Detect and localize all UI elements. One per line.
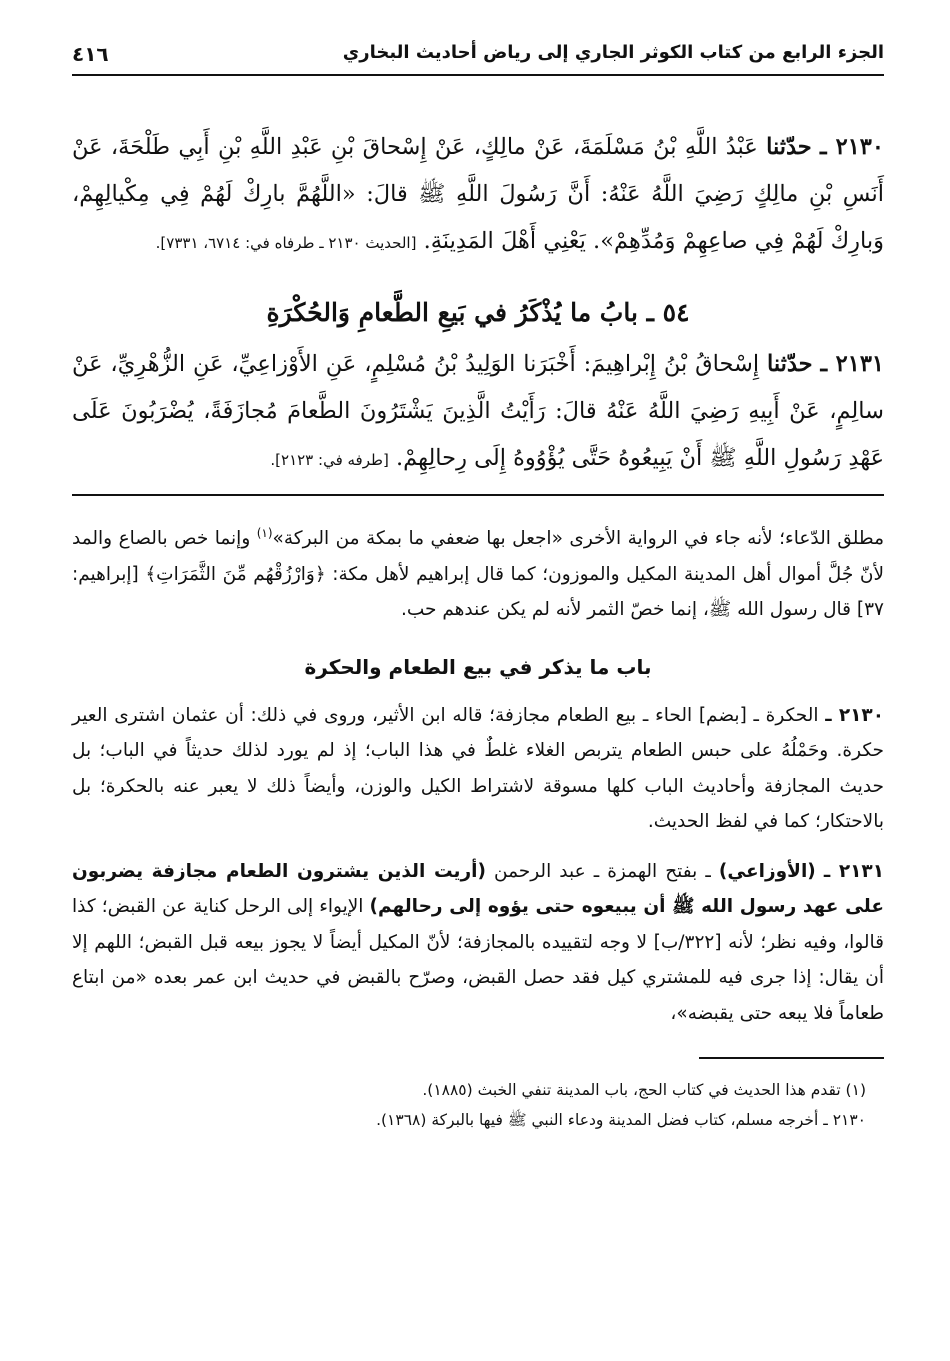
commentary-2131 — [72, 854, 884, 1032]
commentary-heading: باب ما يذكر في بيع الطعام والحكرة — [304, 654, 652, 679]
commentary-quoted-hadith: (أريت الذين يشترون الطعام مجازفة يضربون على عهد رسول الله ﷺ أن يبيعوه حتى يؤوه إلى رحالهم) — [72, 860, 884, 918]
hadith-number: ٢١٣١ ـ — [820, 351, 884, 377]
hadith-text: إِسْحاقُ بْنُ إِبْراهِيمَ: أَخْبَرَنا الوَلِيدُ بْنُ مُسْلِمٍ، عَنِ الأَوْزاعِيِّ، عَنِ الزُّهْرِيِّ، عَنْ سالِمٍ، عَنْ أَبِيهِ رَضِيَ اللَّهُ عَنْهُ قالَ: رَأَيْتُ الَّذِينَ يَشْتَرُونَ الطَّعامَ مُجازَفَةً، يُضْرَبُونَ عَلَى عَهْدِ رَسُولِ اللَّهِ ﷺ أَنْ يَبِيعُوهُ حَتَّى يُؤْوُوهُ إِلَى رِحالِهِمْ. — [72, 351, 884, 471]
footnote-2130: ٢١٣٠ ـ أخرجه مسلم، كتاب فضل المدينة ودعاء النبي ﷺ فيها بالبركة (١٣٦٨). — [376, 1111, 866, 1130]
commentary-text-cont: الإيواء إلى الرحل كناية عن القبض؛ كذا قالوا، وفيه نظر؛ لأنه [٣٢٢/ب] لا وجه لتقييده بالمجازفة؛ لأنّ المكيل أيضاً لا يجوز بيعه قبل القبض؛ اللهم إلا أن يقال: إذا جرى فيه للمشتري كيل فقد حصل القبض، وصرّح بالقبض في حديث ابن عمر بعده «من ابتاع طعاماً فلا يبعه حتى يقبضه»، — [72, 896, 884, 1024]
commentary-intro-text-cont: وإنما خص بالصاع والمد لأنّ جُلَّ أموال أهل المدينة المكيل والموزون؛ كما قال إبراهيم لأهل مكة: ﴿وَارْزُقْهُم مِّنَ الثَّمَرَاتِ﴾ [إبراهيم: ٣٧] قال رسول الله ﷺ، إنما خصّ الثمر لأنه لم يكن عندهم حب. — [72, 528, 884, 621]
hadith-number: ٢١٣٠ ـ — [820, 134, 884, 160]
hadith-lead: حدّثنا — [766, 134, 812, 160]
commentary-number: ٢١٣٠ ـ — [825, 704, 884, 726]
page-number: ٤١٦ — [72, 42, 109, 66]
hadith-2130 — [72, 124, 884, 267]
commentary-2130 — [72, 698, 884, 840]
chapter-title: ٥٤ ـ بابُ ما يُذْكَرُ في بَيعِ الطَّعامِ وَالحُكْرَةِ — [266, 298, 690, 327]
commentary-text: الحكرة ـ [بضم] الحاء ـ بيع الطعام مجازفة؛ قاله ابن الأثير، وروى في ذلك: أن عثمان اشترى العير حكرة. وحَمْلُهُ على حبس الطعام يتربص الغلاء غلطٌ في هذا الباب؛ إذ لم يورد لذلك حديثاً في الباب؛ بل حديث المجازفة وأحاديث الباب كلها مسوقة لاشتراط الكيل والوزن، وأيضاً ذلك لا يعبر عنه بالحكرة؛ بل بالاحتكار؛ كما في لفظ الحديث. — [72, 704, 884, 833]
text-commentary-divider — [72, 494, 884, 496]
commentary-intro — [72, 516, 884, 628]
hadith-cross-reference: [الحديث ٢١٣٠ ـ طرفاه في: ٦٧١٤، ٧٣٣١]. — [155, 234, 417, 252]
running-header-title: الجزء الرابع من كتاب الكوثر الجاري إلى رياض أحاديث البخاري — [342, 42, 884, 63]
footnote-1: (١) تقدم هذا الحديث في كتاب الحج، باب المدينة تنفي الخبث (١٨٨٥). — [422, 1081, 866, 1100]
hadith-2131 — [72, 341, 884, 484]
running-header — [72, 40, 884, 76]
hadith-cross-reference: [طرفه في: ٢١٢٣]. — [270, 451, 389, 469]
commentary-number: ٢١٣١ ـ — [823, 860, 884, 882]
hadith-lead: حدّثنا — [766, 351, 813, 377]
commentary-narrator: (الأوزاعي) — [718, 860, 816, 882]
commentary-text: ـ بفتح الهمزة ـ عبد الرحمن — [485, 860, 719, 882]
footnote-rule — [699, 1057, 884, 1059]
commentary-intro-text: مطلق الدّعاء؛ لأنه جاء في الرواية الأخرى «اجعل بها ضعفي ما بمكة من البركة» — [272, 528, 884, 550]
footnote-marker: (١) — [256, 526, 273, 540]
hadith-text: عَبْدُ اللَّهِ بْنُ مَسْلَمَةَ، عَنْ مالِكٍ، عَنْ إِسْحاقَ بْنِ عَبْدِ اللَّهِ بْنِ أَبِي طَلْحَةَ، عَنْ أَنَسِ بْنِ مالِكٍ رَضِيَ اللَّهُ عَنْهُ: أَنَّ رَسُولَ اللَّهِ ﷺ قالَ: «اللَّهُمَّ بارِكْ لَهُمْ فِي مِكْيالِهِمْ، وَبارِكْ لَهُمْ فِي صاعِهِمْ وَمُدِّهِمْ». يَعْنِي أَهْلَ المَدِينَةِ. — [72, 134, 884, 254]
